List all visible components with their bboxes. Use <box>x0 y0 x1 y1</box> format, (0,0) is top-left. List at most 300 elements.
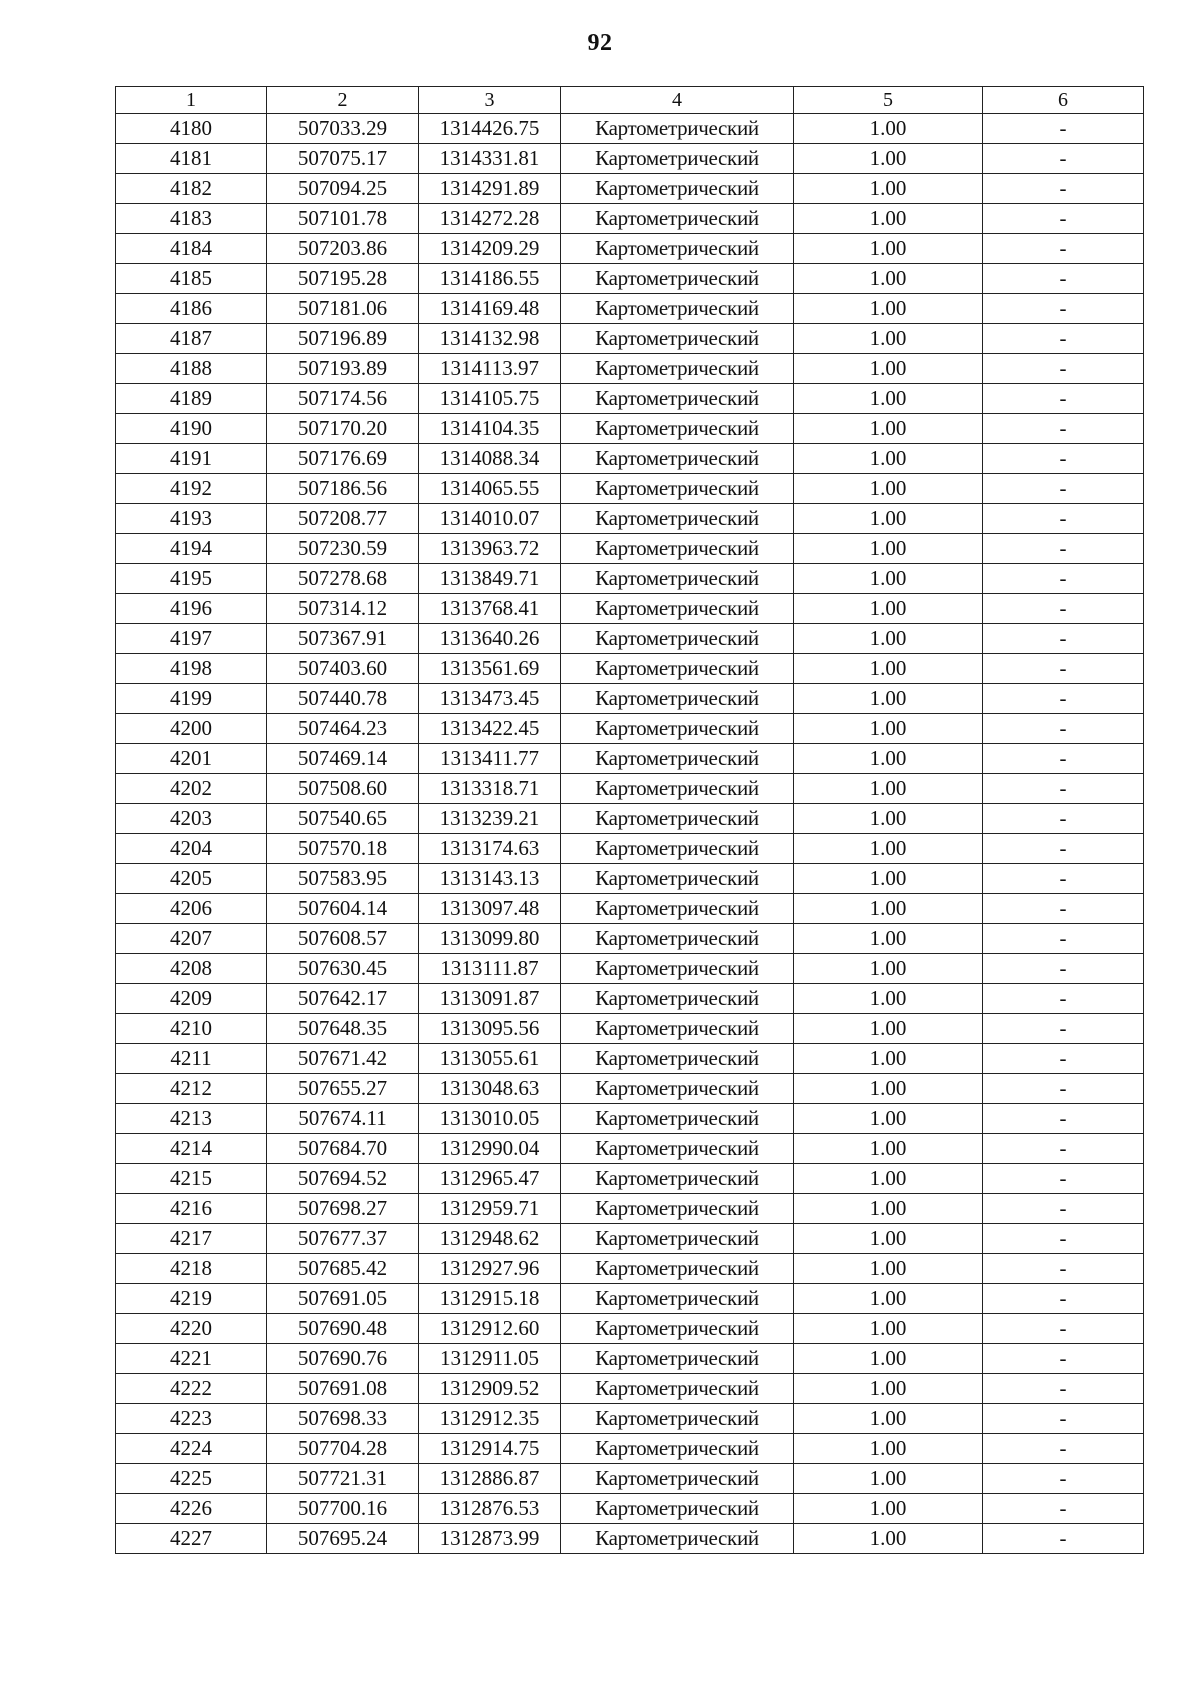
method-cell: Картометрический <box>561 834 794 864</box>
y-coordinate-cell: 1313055.61 <box>419 1044 561 1074</box>
accuracy-cell: 1.00 <box>794 534 983 564</box>
x-coordinate-cell: 507278.68 <box>267 564 419 594</box>
table-row <box>116 1164 1144 1194</box>
table-row <box>116 1314 1144 1344</box>
point-number-cell: 4183 <box>116 204 267 234</box>
accuracy-cell: 1.00 <box>794 1014 983 1044</box>
x-coordinate-cell: 507698.33 <box>267 1404 419 1434</box>
description-cell: - <box>983 1074 1144 1104</box>
table-row <box>116 474 1144 504</box>
table-row <box>116 564 1144 594</box>
method-cell: Картометрический <box>561 714 794 744</box>
x-coordinate-cell: 507583.95 <box>267 864 419 894</box>
description-cell: - <box>983 474 1144 504</box>
x-coordinate-cell: 507094.25 <box>267 174 419 204</box>
y-coordinate-cell: 1313010.05 <box>419 1104 561 1134</box>
x-coordinate-cell: 507671.42 <box>267 1044 419 1074</box>
x-coordinate-cell: 507695.24 <box>267 1524 419 1554</box>
column-header-2: 2 <box>267 87 419 114</box>
method-cell: Картометрический <box>561 264 794 294</box>
accuracy-cell: 1.00 <box>794 1104 983 1134</box>
point-number-cell: 4200 <box>116 714 267 744</box>
point-number-cell: 4213 <box>116 1104 267 1134</box>
accuracy-cell: 1.00 <box>794 1374 983 1404</box>
y-coordinate-cell: 1313091.87 <box>419 984 561 1014</box>
x-coordinate-cell: 507186.56 <box>267 474 419 504</box>
accuracy-cell: 1.00 <box>794 594 983 624</box>
method-cell: Картометрический <box>561 1284 794 1314</box>
x-coordinate-cell: 507630.45 <box>267 954 419 984</box>
y-coordinate-cell: 1313849.71 <box>419 564 561 594</box>
accuracy-cell: 1.00 <box>794 1044 983 1074</box>
table-row <box>116 774 1144 804</box>
y-coordinate-cell: 1313963.72 <box>419 534 561 564</box>
method-cell: Картометрический <box>561 474 794 504</box>
x-coordinate-cell: 507075.17 <box>267 144 419 174</box>
description-cell: - <box>983 1524 1144 1554</box>
x-coordinate-cell: 507314.12 <box>267 594 419 624</box>
description-cell: - <box>983 834 1144 864</box>
description-cell: - <box>983 1224 1144 1254</box>
y-coordinate-cell: 1313768.41 <box>419 594 561 624</box>
method-cell: Картометрический <box>561 774 794 804</box>
x-coordinate-cell: 507196.89 <box>267 324 419 354</box>
y-coordinate-cell: 1312909.52 <box>419 1374 561 1404</box>
description-cell: - <box>983 1044 1144 1074</box>
accuracy-cell: 1.00 <box>794 1464 983 1494</box>
table-row <box>116 1464 1144 1494</box>
y-coordinate-cell: 1314186.55 <box>419 264 561 294</box>
table-row <box>116 144 1144 174</box>
description-cell: - <box>983 1494 1144 1524</box>
x-coordinate-cell: 507642.17 <box>267 984 419 1014</box>
y-coordinate-cell: 1312990.04 <box>419 1134 561 1164</box>
description-cell: - <box>983 324 1144 354</box>
table-row <box>116 624 1144 654</box>
x-coordinate-cell: 507684.70 <box>267 1134 419 1164</box>
method-cell: Картометрический <box>561 1404 794 1434</box>
x-coordinate-cell: 507677.37 <box>267 1224 419 1254</box>
table-row <box>116 324 1144 354</box>
description-cell: - <box>983 414 1144 444</box>
table-row <box>116 924 1144 954</box>
method-cell: Картометрический <box>561 204 794 234</box>
table-row <box>116 534 1144 564</box>
x-coordinate-cell: 507690.76 <box>267 1344 419 1374</box>
accuracy-cell: 1.00 <box>794 144 983 174</box>
point-number-cell: 4218 <box>116 1254 267 1284</box>
accuracy-cell: 1.00 <box>794 834 983 864</box>
y-coordinate-cell: 1313097.48 <box>419 894 561 924</box>
y-coordinate-cell: 1313099.80 <box>419 924 561 954</box>
y-coordinate-cell: 1312914.75 <box>419 1434 561 1464</box>
accuracy-cell: 1.00 <box>794 204 983 234</box>
description-cell: - <box>983 1464 1144 1494</box>
y-coordinate-cell: 1313143.13 <box>419 864 561 894</box>
point-number-cell: 4186 <box>116 294 267 324</box>
y-coordinate-cell: 1313174.63 <box>419 834 561 864</box>
table-row <box>116 444 1144 474</box>
method-cell: Картометрический <box>561 444 794 474</box>
y-coordinate-cell: 1312873.99 <box>419 1524 561 1554</box>
table-row <box>116 234 1144 264</box>
header-row <box>116 87 1144 114</box>
y-coordinate-cell: 1314132.98 <box>419 324 561 354</box>
y-coordinate-cell: 1312886.87 <box>419 1464 561 1494</box>
x-coordinate-cell: 507570.18 <box>267 834 419 864</box>
table-row <box>116 1434 1144 1464</box>
column-header-4: 4 <box>561 87 794 114</box>
accuracy-cell: 1.00 <box>794 384 983 414</box>
accuracy-cell: 1.00 <box>794 504 983 534</box>
method-cell: Картометрический <box>561 144 794 174</box>
accuracy-cell: 1.00 <box>794 864 983 894</box>
point-number-cell: 4223 <box>116 1404 267 1434</box>
y-coordinate-cell: 1314088.34 <box>419 444 561 474</box>
table-row <box>116 684 1144 714</box>
point-number-cell: 4219 <box>116 1284 267 1314</box>
table-row <box>116 864 1144 894</box>
point-number-cell: 4224 <box>116 1434 267 1464</box>
x-coordinate-cell: 507691.08 <box>267 1374 419 1404</box>
column-header-5: 5 <box>794 87 983 114</box>
point-number-cell: 4192 <box>116 474 267 504</box>
accuracy-cell: 1.00 <box>794 354 983 384</box>
method-cell: Картометрический <box>561 234 794 264</box>
x-coordinate-cell: 507469.14 <box>267 744 419 774</box>
point-number-cell: 4217 <box>116 1224 267 1254</box>
table-row <box>116 654 1144 684</box>
point-number-cell: 4212 <box>116 1074 267 1104</box>
column-header-1: 1 <box>116 87 267 114</box>
x-coordinate-cell: 507033.29 <box>267 114 419 144</box>
x-coordinate-cell: 507181.06 <box>267 294 419 324</box>
accuracy-cell: 1.00 <box>794 1344 983 1374</box>
table-row <box>116 1344 1144 1374</box>
point-number-cell: 4226 <box>116 1494 267 1524</box>
y-coordinate-cell: 1313048.63 <box>419 1074 561 1104</box>
point-number-cell: 4222 <box>116 1374 267 1404</box>
x-coordinate-cell: 507508.60 <box>267 774 419 804</box>
description-cell: - <box>983 504 1144 534</box>
point-number-cell: 4215 <box>116 1164 267 1194</box>
y-coordinate-cell: 1314113.97 <box>419 354 561 384</box>
method-cell: Картометрический <box>561 504 794 534</box>
column-header-6: 6 <box>983 87 1144 114</box>
y-coordinate-cell: 1312912.35 <box>419 1404 561 1434</box>
method-cell: Картометрический <box>561 864 794 894</box>
point-number-cell: 4188 <box>116 354 267 384</box>
point-number-cell: 4205 <box>116 864 267 894</box>
table-row <box>116 1014 1144 1044</box>
point-number-cell: 4225 <box>116 1464 267 1494</box>
point-number-cell: 4193 <box>116 504 267 534</box>
description-cell: - <box>983 624 1144 654</box>
method-cell: Картометрический <box>561 1164 794 1194</box>
table-row <box>116 174 1144 204</box>
method-cell: Картометрический <box>561 684 794 714</box>
point-number-cell: 4199 <box>116 684 267 714</box>
method-cell: Картометрический <box>561 924 794 954</box>
accuracy-cell: 1.00 <box>794 684 983 714</box>
x-coordinate-cell: 507174.56 <box>267 384 419 414</box>
method-cell: Картометрический <box>561 1224 794 1254</box>
method-cell: Картометрический <box>561 1074 794 1104</box>
y-coordinate-cell: 1313111.87 <box>419 954 561 984</box>
x-coordinate-cell: 507655.27 <box>267 1074 419 1104</box>
accuracy-cell: 1.00 <box>794 804 983 834</box>
x-coordinate-cell: 507698.27 <box>267 1194 419 1224</box>
description-cell: - <box>983 1434 1144 1464</box>
accuracy-cell: 1.00 <box>794 294 983 324</box>
accuracy-cell: 1.00 <box>794 114 983 144</box>
column-header-3: 3 <box>419 87 561 114</box>
table-row <box>116 1194 1144 1224</box>
method-cell: Картометрический <box>561 354 794 384</box>
description-cell: - <box>983 1404 1144 1434</box>
y-coordinate-cell: 1314331.81 <box>419 144 561 174</box>
method-cell: Картометрический <box>561 534 794 564</box>
x-coordinate-cell: 507195.28 <box>267 264 419 294</box>
point-number-cell: 4204 <box>116 834 267 864</box>
point-number-cell: 4190 <box>116 414 267 444</box>
x-coordinate-cell: 507690.48 <box>267 1314 419 1344</box>
method-cell: Картометрический <box>561 294 794 324</box>
table-row <box>116 1134 1144 1164</box>
table-row <box>116 1284 1144 1314</box>
table-row <box>116 1074 1144 1104</box>
table-row <box>116 1404 1144 1434</box>
method-cell: Картометрический <box>561 624 794 654</box>
description-cell: - <box>983 384 1144 414</box>
method-cell: Картометрический <box>561 654 794 684</box>
table-row <box>116 894 1144 924</box>
accuracy-cell: 1.00 <box>794 1164 983 1194</box>
accuracy-cell: 1.00 <box>794 924 983 954</box>
description-cell: - <box>983 534 1144 564</box>
description-cell: - <box>983 1194 1144 1224</box>
x-coordinate-cell: 507608.57 <box>267 924 419 954</box>
table-row <box>116 1374 1144 1404</box>
y-coordinate-cell: 1313422.45 <box>419 714 561 744</box>
table-row <box>116 294 1144 324</box>
method-cell: Картометрический <box>561 1314 794 1344</box>
description-cell: - <box>983 264 1144 294</box>
method-cell: Картометрический <box>561 1194 794 1224</box>
method-cell: Картометрический <box>561 1134 794 1164</box>
y-coordinate-cell: 1312912.60 <box>419 1314 561 1344</box>
accuracy-cell: 1.00 <box>794 1404 983 1434</box>
description-cell: - <box>983 744 1144 774</box>
method-cell: Картометрический <box>561 174 794 204</box>
accuracy-cell: 1.00 <box>794 564 983 594</box>
description-cell: - <box>983 234 1144 264</box>
point-number-cell: 4195 <box>116 564 267 594</box>
table-row <box>116 384 1144 414</box>
description-cell: - <box>983 1314 1144 1344</box>
accuracy-cell: 1.00 <box>794 1254 983 1284</box>
x-coordinate-cell: 507403.60 <box>267 654 419 684</box>
y-coordinate-cell: 1312915.18 <box>419 1284 561 1314</box>
description-cell: - <box>983 294 1144 324</box>
accuracy-cell: 1.00 <box>794 894 983 924</box>
y-coordinate-cell: 1313095.56 <box>419 1014 561 1044</box>
point-number-cell: 4181 <box>116 144 267 174</box>
description-cell: - <box>983 204 1144 234</box>
description-cell: - <box>983 684 1144 714</box>
point-number-cell: 4189 <box>116 384 267 414</box>
method-cell: Картометрический <box>561 1494 794 1524</box>
description-cell: - <box>983 354 1144 384</box>
accuracy-cell: 1.00 <box>794 984 983 1014</box>
method-cell: Картометрический <box>561 1254 794 1284</box>
y-coordinate-cell: 1314272.28 <box>419 204 561 234</box>
point-number-cell: 4208 <box>116 954 267 984</box>
table-row <box>116 984 1144 1014</box>
description-cell: - <box>983 804 1144 834</box>
point-number-cell: 4203 <box>116 804 267 834</box>
y-coordinate-cell: 1312948.62 <box>419 1224 561 1254</box>
coordinates-table <box>115 86 1144 1554</box>
page-number: 92 <box>587 30 613 56</box>
y-coordinate-cell: 1314169.48 <box>419 294 561 324</box>
point-number-cell: 4191 <box>116 444 267 474</box>
method-cell: Картометрический <box>561 384 794 414</box>
point-number-cell: 4197 <box>116 624 267 654</box>
table-row <box>116 1524 1144 1554</box>
y-coordinate-cell: 1313239.21 <box>419 804 561 834</box>
table-row <box>116 204 1144 234</box>
method-cell: Картометрический <box>561 1104 794 1134</box>
description-cell: - <box>983 564 1144 594</box>
description-cell: - <box>983 1134 1144 1164</box>
y-coordinate-cell: 1313640.26 <box>419 624 561 654</box>
y-coordinate-cell: 1313411.77 <box>419 744 561 774</box>
table-row <box>116 504 1144 534</box>
point-number-cell: 4180 <box>116 114 267 144</box>
y-coordinate-cell: 1312927.96 <box>419 1254 561 1284</box>
y-coordinate-cell: 1314291.89 <box>419 174 561 204</box>
table-header <box>116 87 1144 114</box>
accuracy-cell: 1.00 <box>794 1194 983 1224</box>
point-number-cell: 4216 <box>116 1194 267 1224</box>
x-coordinate-cell: 507170.20 <box>267 414 419 444</box>
accuracy-cell: 1.00 <box>794 1434 983 1464</box>
x-coordinate-cell: 507203.86 <box>267 234 419 264</box>
description-cell: - <box>983 654 1144 684</box>
table-row <box>116 1104 1144 1134</box>
x-coordinate-cell: 507101.78 <box>267 204 419 234</box>
table-row <box>116 354 1144 384</box>
y-coordinate-cell: 1312959.71 <box>419 1194 561 1224</box>
accuracy-cell: 1.00 <box>794 1494 983 1524</box>
table-row <box>116 1224 1144 1254</box>
description-cell: - <box>983 1344 1144 1374</box>
method-cell: Картометрический <box>561 1434 794 1464</box>
method-cell: Картометрический <box>561 1344 794 1374</box>
description-cell: - <box>983 1374 1144 1404</box>
table-row <box>116 264 1144 294</box>
table-row <box>116 1494 1144 1524</box>
method-cell: Картометрический <box>561 1044 794 1074</box>
point-number-cell: 4194 <box>116 534 267 564</box>
point-number-cell: 4211 <box>116 1044 267 1074</box>
x-coordinate-cell: 507540.65 <box>267 804 419 834</box>
x-coordinate-cell: 507208.77 <box>267 504 419 534</box>
x-coordinate-cell: 507685.42 <box>267 1254 419 1284</box>
description-cell: - <box>983 984 1144 1014</box>
y-coordinate-cell: 1312911.05 <box>419 1344 561 1374</box>
table-row <box>116 954 1144 984</box>
accuracy-cell: 1.00 <box>794 1524 983 1554</box>
point-number-cell: 4221 <box>116 1344 267 1374</box>
description-cell: - <box>983 1284 1144 1314</box>
accuracy-cell: 1.00 <box>794 414 983 444</box>
description-cell: - <box>983 144 1144 174</box>
description-cell: - <box>983 1254 1144 1284</box>
y-coordinate-cell: 1314065.55 <box>419 474 561 504</box>
point-number-cell: 4184 <box>116 234 267 264</box>
accuracy-cell: 1.00 <box>794 624 983 654</box>
description-cell: - <box>983 174 1144 204</box>
method-cell: Картометрический <box>561 594 794 624</box>
description-cell: - <box>983 924 1144 954</box>
y-coordinate-cell: 1313561.69 <box>419 654 561 684</box>
table-row <box>116 744 1144 774</box>
table-body <box>116 114 1144 1554</box>
x-coordinate-cell: 507367.91 <box>267 624 419 654</box>
method-cell: Картометрический <box>561 1464 794 1494</box>
description-cell: - <box>983 114 1144 144</box>
method-cell: Картометрический <box>561 324 794 354</box>
table-row <box>116 714 1144 744</box>
y-coordinate-cell: 1314010.07 <box>419 504 561 534</box>
description-cell: - <box>983 1164 1144 1194</box>
point-number-cell: 4198 <box>116 654 267 684</box>
method-cell: Картометрический <box>561 1374 794 1404</box>
y-coordinate-cell: 1314426.75 <box>419 114 561 144</box>
description-cell: - <box>983 894 1144 924</box>
point-number-cell: 4209 <box>116 984 267 1014</box>
point-number-cell: 4206 <box>116 894 267 924</box>
point-number-cell: 4210 <box>116 1014 267 1044</box>
description-cell: - <box>983 954 1144 984</box>
point-number-cell: 4207 <box>116 924 267 954</box>
x-coordinate-cell: 507464.23 <box>267 714 419 744</box>
y-coordinate-cell: 1314105.75 <box>419 384 561 414</box>
point-number-cell: 4196 <box>116 594 267 624</box>
accuracy-cell: 1.00 <box>794 474 983 504</box>
method-cell: Картометрический <box>561 414 794 444</box>
x-coordinate-cell: 507674.11 <box>267 1104 419 1134</box>
description-cell: - <box>983 774 1144 804</box>
y-coordinate-cell: 1313473.45 <box>419 684 561 714</box>
method-cell: Картометрический <box>561 1014 794 1044</box>
table-row <box>116 1044 1144 1074</box>
point-number-cell: 4187 <box>116 324 267 354</box>
point-number-cell: 4214 <box>116 1134 267 1164</box>
point-number-cell: 4227 <box>116 1524 267 1554</box>
point-number-cell: 4182 <box>116 174 267 204</box>
x-coordinate-cell: 507704.28 <box>267 1434 419 1464</box>
table-row <box>116 594 1144 624</box>
accuracy-cell: 1.00 <box>794 234 983 264</box>
description-cell: - <box>983 594 1144 624</box>
y-coordinate-cell: 1314104.35 <box>419 414 561 444</box>
accuracy-cell: 1.00 <box>794 654 983 684</box>
method-cell: Картометрический <box>561 894 794 924</box>
accuracy-cell: 1.00 <box>794 174 983 204</box>
